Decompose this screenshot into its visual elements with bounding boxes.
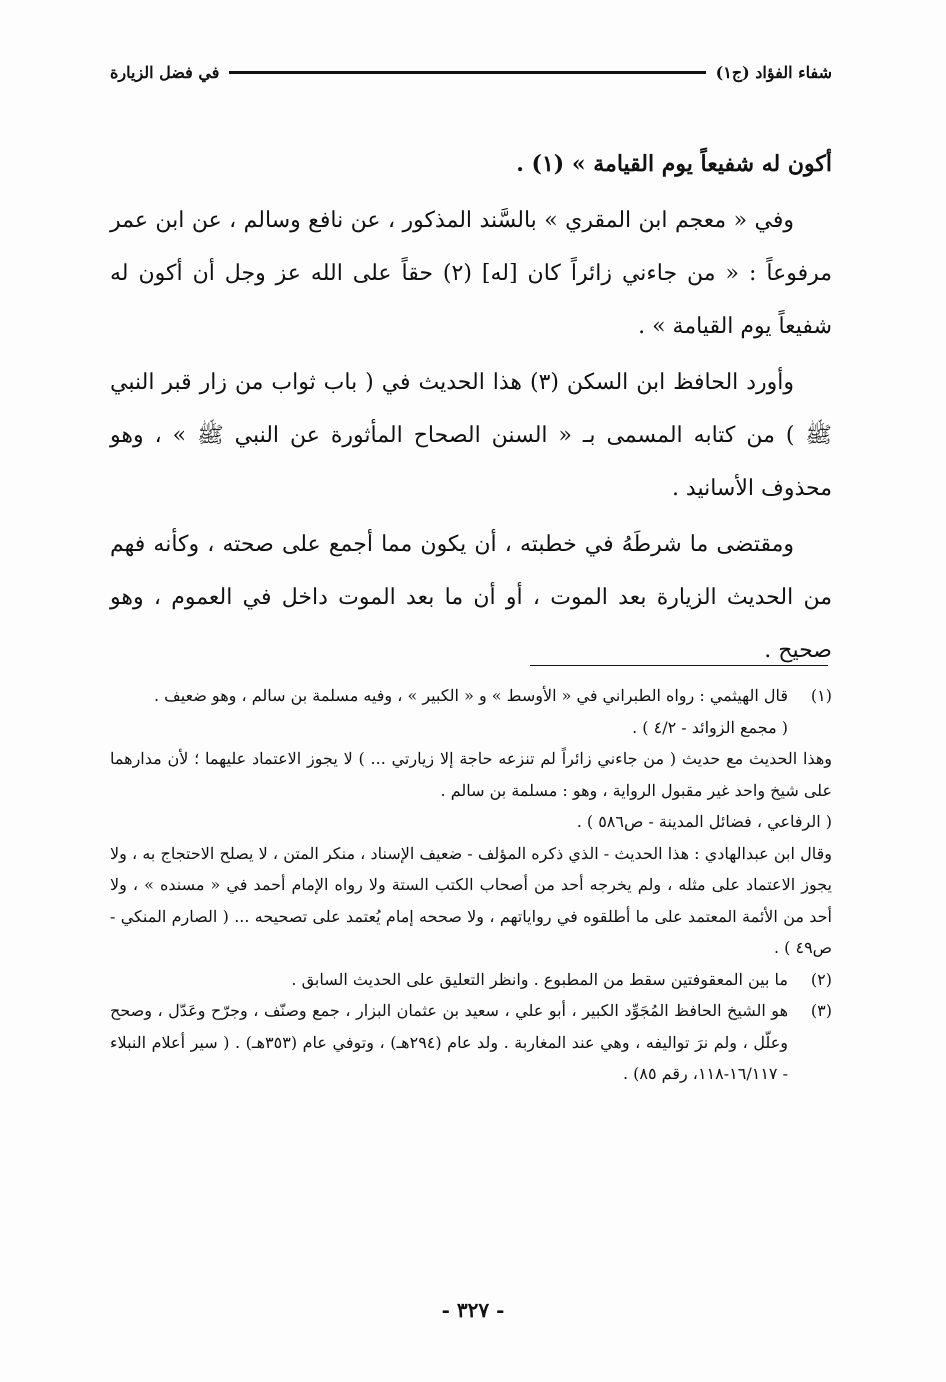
footnote-1 xyxy=(110,680,832,743)
footnote-number: (٢) xyxy=(810,969,832,989)
footnote-line: ما بين المعقوفتين سقط من المطبوع . وانظر التعليق على الحديث السابق . xyxy=(291,969,788,989)
running-header xyxy=(110,58,832,86)
header-rule xyxy=(229,71,705,74)
paragraph-1: أكون له شفيعاً يوم القيامة » (١) . xyxy=(516,151,832,177)
footnote-line: قال الهيثمي : رواه الطبراني في « الأوسط » و « الكبير » ، وفيه مسلمة بن سالم ، وهو ضعيف . xyxy=(153,686,788,705)
main-text xyxy=(110,138,832,680)
book-title: شفاء الفؤاد (ج١) xyxy=(715,62,832,82)
footnote-line: وقال ابن عبدالهادي : هذا الحديث - الذي ذكره المؤلف - ضعيف الإسناد ، منكر المتن ، لا يصلح الاحتجاج به ، ولا يجوز الاعتماد على مثله ، ولم يخرجه أحد من أصحاب الكتب الستة ولا رواه الإمام أحمد في « مسنده » ، ولا أحد من الأئمة المعتمد على ما أطلقوه في رواياتهم ، ولا صححه إمام يُعتمد على تصحيحه ... ( الصارم المنكي - ص٤٩ ) . xyxy=(110,843,833,957)
paragraph-2: وفي « معجم ابن المقري » بالسَّند المذكور ، عن نافع وسالم ، عن ابن عمر مرفوعاً : « من جاءني زائراً كان [له] (٢) حقاً على الله عز وجل أن أكون له شفيعاً يوم القيامة » . xyxy=(110,208,833,339)
footnote-line: هو الشيخ الحافظ المُجَوِّد الكبير ، أبو علي ، سعيد بن عثمان البزار ، جمع وصنّف ، وجرّح وعَدّل ، وصحح وعلّل ، ولم نرَ تواليفه ، وهي عند المغاربة . ولد عام (٢٩٤هـ) ، وتوفي عام (٣٥٣هـ) . ( سير أعلام النبلاء - ١٦/١١٧-١١٨، رقم ٨٥) . xyxy=(110,1001,789,1083)
footnote-number: (١) xyxy=(810,686,832,705)
footnote-number: (٣) xyxy=(810,1001,832,1020)
section-title: في فضل الزيارة xyxy=(110,62,220,82)
footnote-2 xyxy=(110,964,832,996)
footnote-separator xyxy=(530,665,828,666)
footnote-line: ( الرفاعي ، فضائل المدينة - ص٥٨٦ ) . xyxy=(576,812,832,831)
footnotes xyxy=(110,680,832,1090)
footnote-line: وهذا الحديث مع حديث ( من جاءني زائراً لم تنزعه حاجة إلا زيارتي ... ) لا يجوز الاعتماد عليهما ؛ لأن مدارهما على شيخ واحد غير مقبول الرواية ، وهو : مسلمة بن سالم . xyxy=(110,749,832,800)
paragraph-4: ومقتضى ما شرطَهُ في خطبته ، أن يكون مما أجمع على صحته ، وكأنه فهم من الحديث الزيارة بعد الموت ، أو أن ما بعد الموت داخل في العموم ، وهو صحيح . xyxy=(110,532,832,663)
footnote-3 xyxy=(110,995,832,1090)
footnote-1-continued xyxy=(110,743,832,964)
page-number: - ٣٢٧ - xyxy=(441,1298,505,1322)
paragraph-3: وأورد الحافظ ابن السكن (٣) هذا الحديث في ( باب ثواب من زار قبر النبي ﷺ ) من كتابه المسمى بـ « السنن الصحاح المأثورة عن النبي ﷺ » ، وهو محذوف الأسانيد . xyxy=(110,370,832,501)
footnote-line: ( مجمع الزوائد - ٤/٢ ) . xyxy=(632,717,788,737)
